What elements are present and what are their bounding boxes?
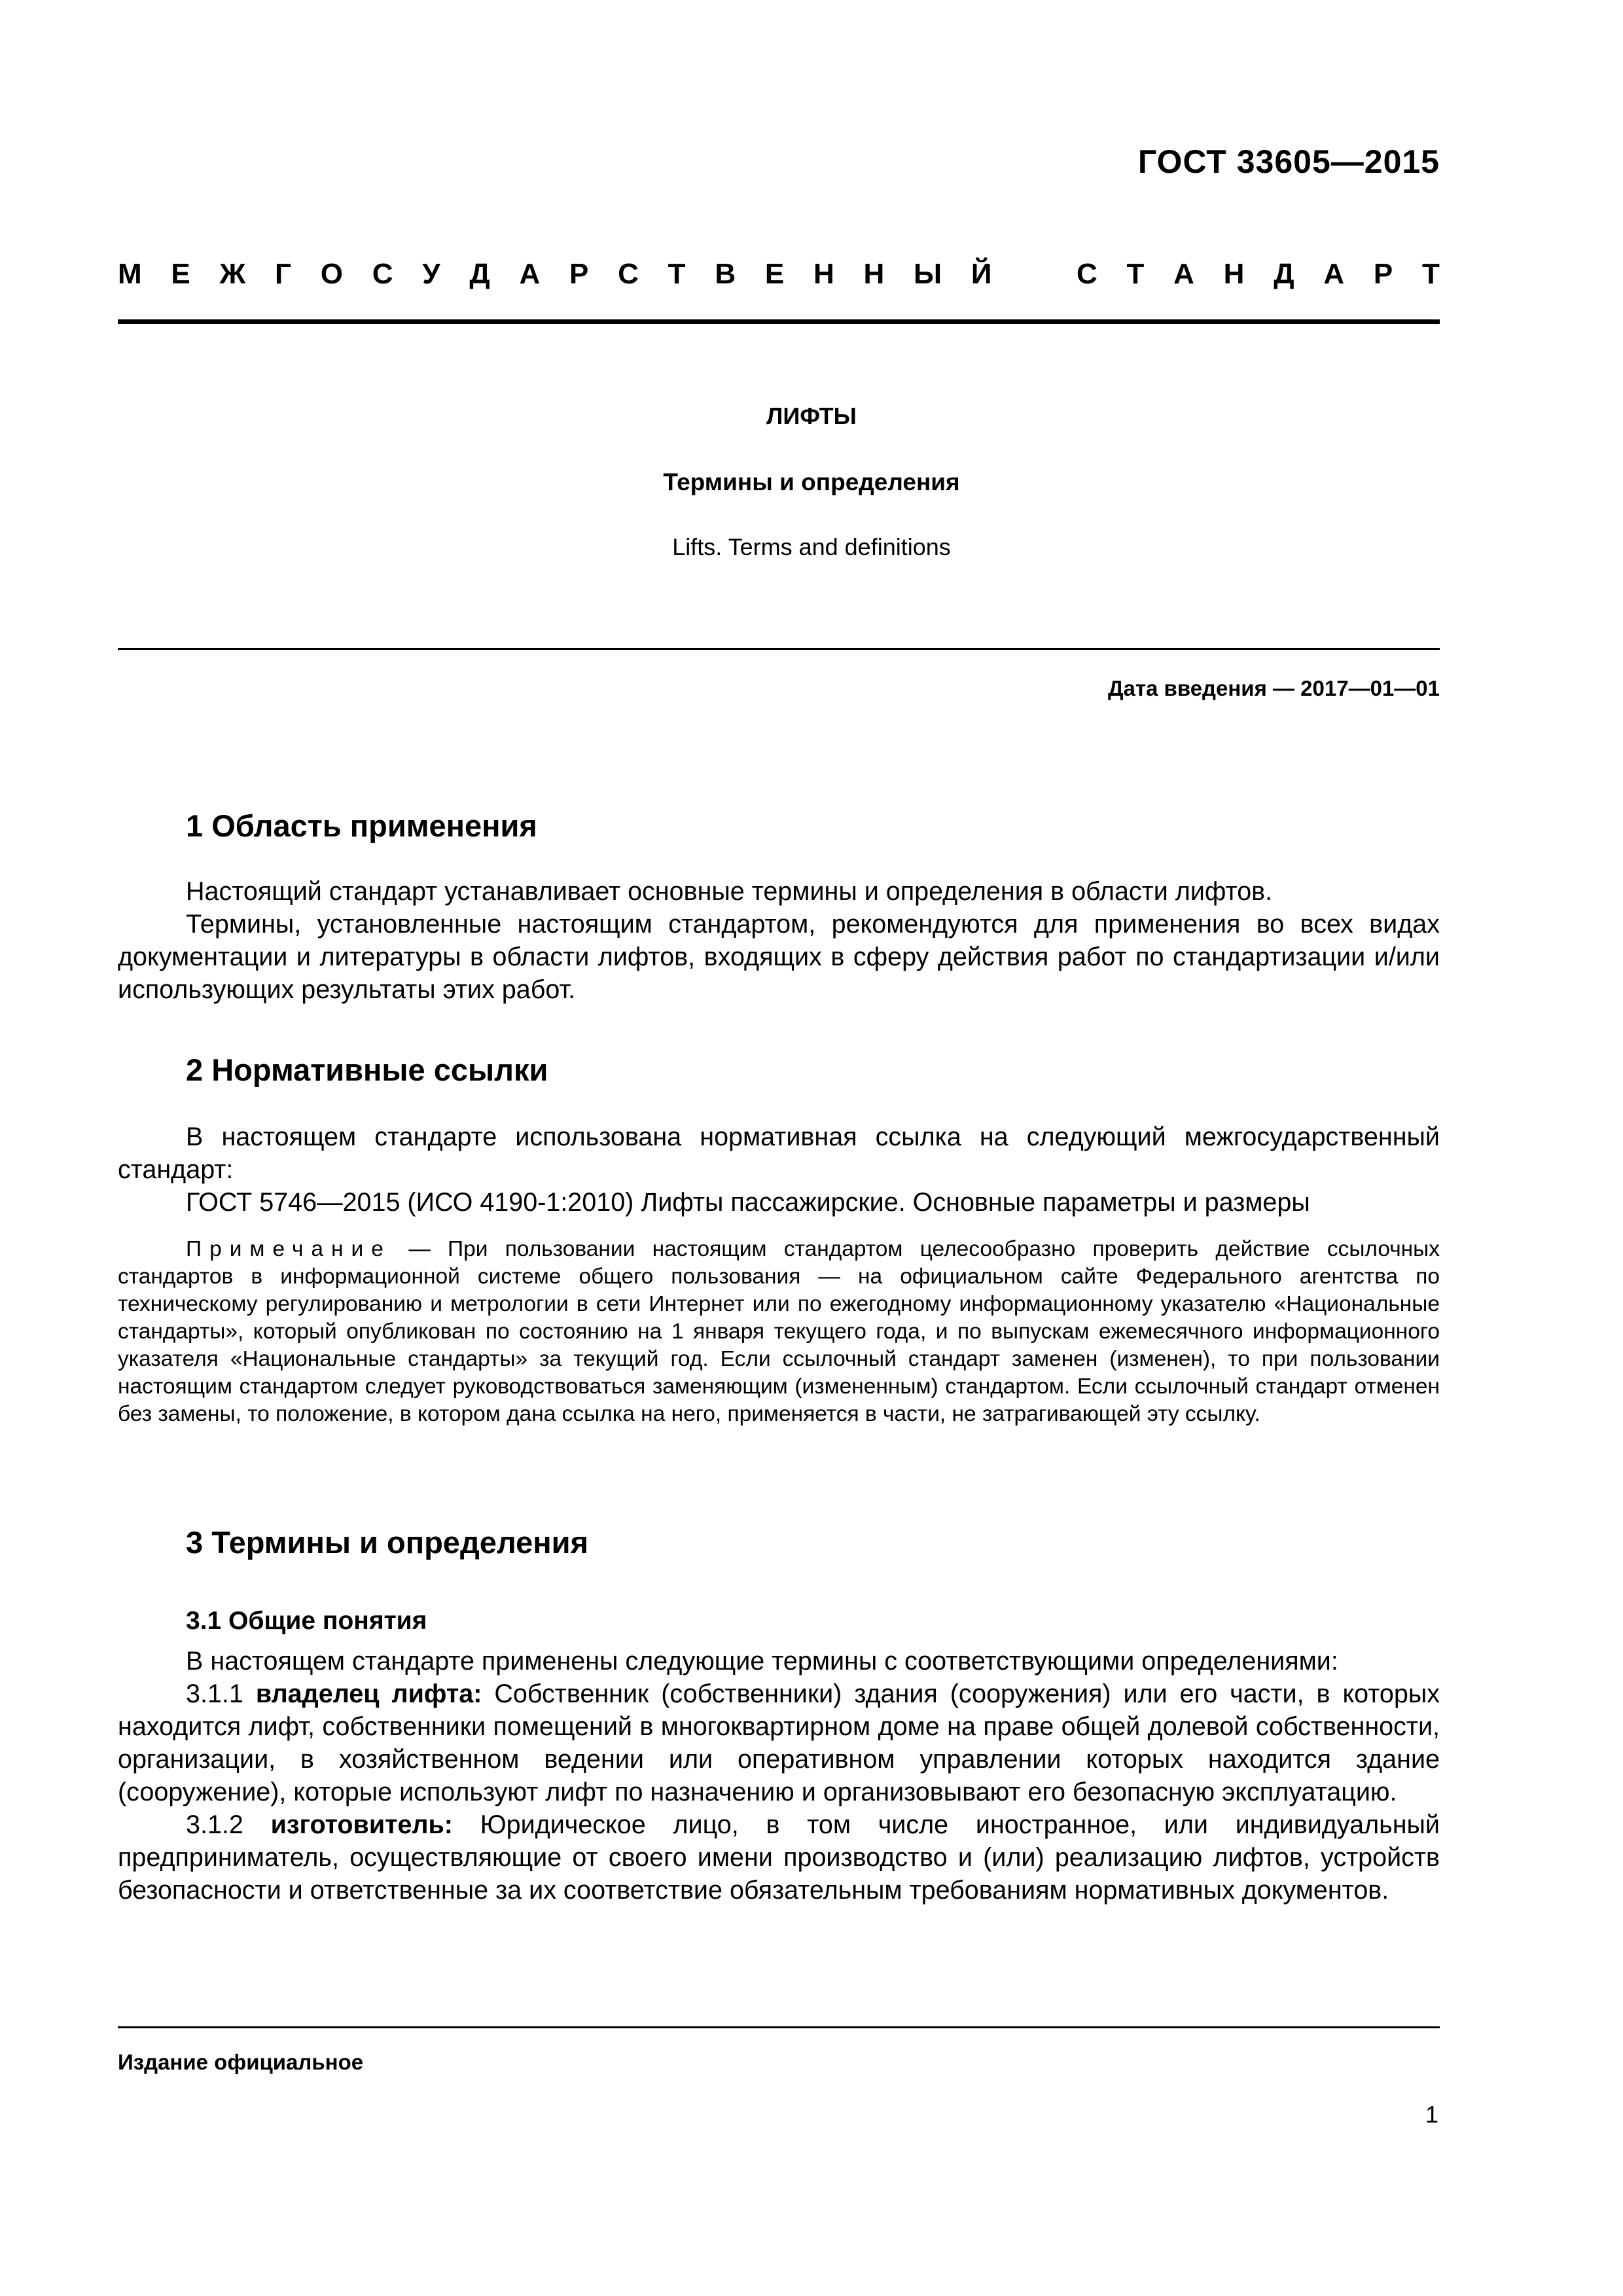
note-text: — При пользовании настоящим стандартом целесообразно проверить действие ссылочных стандартов в информационной системе общего пользования — на официальном сайте Федерального агентства по техническому регулированию и метрологии в сети Интернет или по ежегодному информационному указателю «Национальные стандарты», который опубликован по состоянию на 1 января текущего года, и по выпускам ежемесячного информационного указателя «Национальные стандарты» за текущий год. Если ссылочный стандарт заменен (изменен), то при пользовании настоящим стандартом следует руководствоваться заменяющим (измененным) стандартом. Если ссылочный стандарт отменен без замены, то положение, в котором дана ссылка на него, применяется в части, не затрагивающей эту ссылку. [118, 1237, 1440, 1426]
word-gap [1021, 258, 1047, 291]
standard-kind-letter: Д [1274, 258, 1294, 290]
header-divider [118, 319, 1440, 324]
section-3-heading: 3 Термины и определения [186, 1525, 588, 1560]
term-3-1-2 [118, 1808, 1440, 1907]
standard-kind-letter: А [519, 258, 541, 290]
standard-kind-letter: Е [764, 258, 785, 290]
standard-kind-letter: В [715, 258, 736, 290]
standard-kind-letter: Т [668, 258, 686, 290]
standard-kind-letter: Г [275, 258, 291, 290]
term-number: 3.1.1 [186, 1679, 256, 1708]
page-number: 1 [1425, 2101, 1438, 2128]
normative-reference: ГОСТ 5746—2015 (ИСО 4190-1:2010) Лифты пассажирские. Основные параметры и размеры [186, 1188, 1310, 1217]
footer-divider [118, 2026, 1440, 2028]
section-1-body [118, 875, 1440, 1006]
term-name: изготовитель: [270, 1810, 453, 1839]
standard-kind-letter: Н [813, 258, 834, 290]
standard-kind-letter: Т [1421, 258, 1440, 290]
standard-kind-letter: А [1323, 258, 1345, 290]
gost-number: ГОСТ 33605—2015 [1137, 143, 1440, 180]
subsection-3-1-heading: 3.1 Общие понятия [186, 1607, 427, 1635]
standard-kind-letter: Ы [914, 258, 942, 290]
term-3-1-1 [118, 1677, 1440, 1808]
standard-kind-letter: Ж [219, 258, 246, 290]
note-paragraph [118, 1236, 1440, 1428]
section-2-heading: 2 Нормативные ссылки [186, 1052, 548, 1087]
term-number: 3.1.2 [186, 1810, 271, 1839]
standard-kind-letter: О [320, 258, 343, 290]
section-3-body [118, 1645, 1440, 1907]
note-block [118, 1236, 1440, 1428]
section-3-intro: В настоящем стандарте применены следующие термины с соответствующими определениями: [186, 1647, 1338, 1676]
standard-kind-letter: М [118, 258, 142, 290]
standard-kind-letter: Н [1223, 258, 1245, 290]
standard-kind-letter: Т [1126, 258, 1145, 290]
standard-kind-letter: Е [171, 258, 190, 290]
document-subtitle: Термины и определения [663, 469, 960, 495]
note-label: Примечание [186, 1237, 391, 1261]
standard-kind-letter: С [372, 258, 393, 290]
standard-kind-letter: Д [469, 258, 490, 290]
term-definition: Собственник (собственники) здания (сооружения) или его части, в которых находится лифт, собственники помещений в многоквартирном доме на праве общей долевой собственности, организации, в хозяйственном ведении или оперативном управлении которых находится здание (сооружение), которые используют лифт по назначению и организовывают его безопасную эксплуатацию. [118, 1679, 1440, 1806]
document-title-english: Lifts. Terms and definitions [672, 533, 951, 560]
standard-kind-heading [118, 258, 1440, 291]
standard-kind-letter: У [422, 258, 440, 290]
standard-kind-letter: Р [1373, 258, 1393, 290]
standard-kind-letter: Р [569, 258, 589, 290]
standard-kind-letter: Й [971, 258, 992, 290]
section-2-body [118, 1121, 1440, 1219]
term-definition: Юридическое лицо, в том числе иностранное, или индивидуальный предприниматель, осуществляющие от своего имени производство и (или) реализацию лифтов, устройств безопасности и ответственные за их соответствие обязательным требованиям нормативных документов. [118, 1810, 1440, 1905]
section-2-paragraph-1: В настоящем стандарте использована нормативная ссылка на следующий межгосударственный стандарт: [118, 1122, 1440, 1184]
section-1-heading: 1 Область применения [186, 808, 537, 843]
introduction-date: Дата введения — 2017—01—01 [1108, 676, 1440, 700]
section-1-paragraph-1: Настоящий стандарт устанавливает основные термины и определения в области лифтов. [186, 877, 1273, 906]
standard-kind-letter: С [618, 258, 639, 290]
standard-kind-letter: С [1076, 258, 1097, 290]
edition-label: Издание официальное [118, 2050, 364, 2074]
document-title: ЛИФТЫ [766, 403, 857, 429]
standard-kind-letter: Н [863, 258, 885, 290]
term-name: владелец лифта: [255, 1679, 482, 1708]
title-divider [118, 648, 1440, 650]
section-1-paragraph-2: Термины, установленные настоящим стандартом, рекомендуются для применения во всех видах документации и литературы в области лифтов, входящих в сферу действия работ по стандартизации и/или использующих результаты этих работ. [118, 910, 1440, 1004]
standard-kind-letter: А [1173, 258, 1194, 290]
